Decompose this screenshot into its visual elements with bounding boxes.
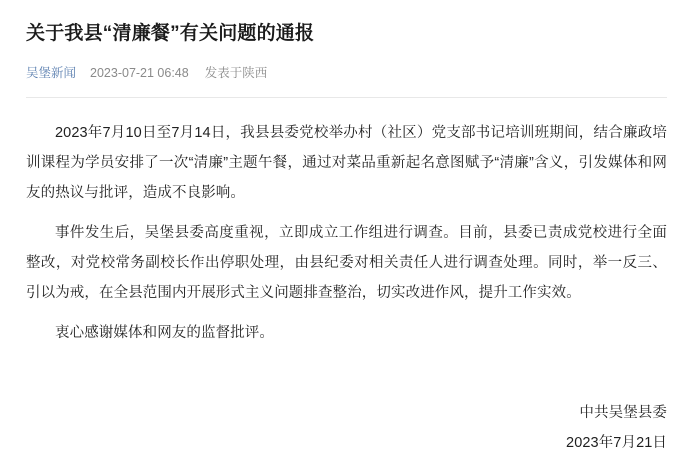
article-meta [26,64,667,82]
article-paragraph: 2023年7月10日至7月14日，我县县委党校举办村（社区）党支部书记培训班期间，结合廉政培训课程为学员安排了一次“清廉”主题午餐，通过对菜品重新起名意图赋予“清廉”含义，引发媒体和网友的热议与批评，造成不良影响。 [26,125,667,201]
signature-organization: 中共吴堡县委 [579,405,667,421]
signature-block [566,398,667,458]
page-title: 关于我县“清廉餐”有关问题的通报 [26,23,315,44]
article-body [26,118,667,348]
meta-source-link[interactable]: 吴堡新闻 [26,66,77,80]
signature-date: 2023年7月21日 [566,435,667,451]
meta-timestamp: 2023-07-21 06:48 [90,66,189,80]
article-paragraph: 衷心感谢媒体和网友的监督批评。 [55,325,274,341]
meta-location: 发表于陕西 [204,66,268,80]
article-paragraph: 事件发生后，吴堡县委高度重视，立即成立工作组进行调查。目前，县委已责成党校进行全面整改，对党校常务副校长作出停职处理，由县纪委对相关责任人进行调查处理。同时，举一反三、引以为戒，在全县范围内开展形式主义问题排查整治，切实改进作风，提升工作实效。 [26,225,667,301]
header-divider [26,97,667,98]
